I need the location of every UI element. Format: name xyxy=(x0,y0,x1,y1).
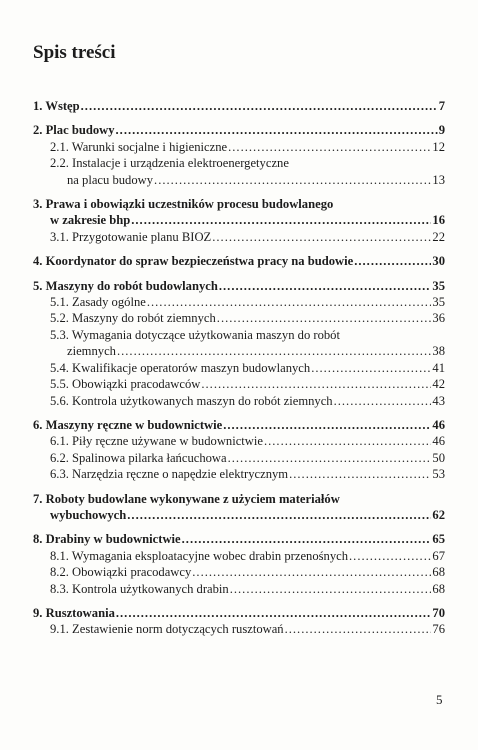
dot-leader xyxy=(219,278,432,294)
toc-subentry[interactable] xyxy=(33,433,445,449)
subentry-title: ziemnych xyxy=(67,344,116,359)
chapter-title: 7. Roboty budowlane wykonywane z użyciem materiałów xyxy=(33,491,340,506)
dot-leader xyxy=(116,122,438,138)
subentry-title: 5.1. Zasady ogólne xyxy=(50,295,146,310)
page-ref: 35 xyxy=(432,295,445,310)
subentry-title: 5.4. Kwalifikacje operatorów maszyn budowlanych xyxy=(50,360,311,375)
dot-leader xyxy=(131,212,431,228)
chapter-title: 4. Koordynator do spraw bezpieczeństwa pracy na budowie xyxy=(33,254,354,269)
dot-leader xyxy=(230,581,432,597)
subentry-title: 8.2. Obowiązki pracodawcy xyxy=(50,565,192,580)
chapter-title: 1. Wstęp xyxy=(33,99,80,113)
subentry-title: 3.1. Przygotowanie planu BIOZ xyxy=(50,229,212,244)
toc-chapter-entry[interactable] xyxy=(33,417,445,433)
subentry-title: 5.6. Kontrola użytkowanych maszyn do robót ziemnych xyxy=(50,393,333,408)
toc-chapter-entry[interactable] xyxy=(33,98,445,114)
dot-leader xyxy=(349,548,431,564)
dot-leader xyxy=(264,433,431,449)
page-ref: 42 xyxy=(432,377,445,392)
toc-chapter-entry[interactable] xyxy=(33,196,445,212)
subentry-title: 8.1. Wymagania eksploatacyjne wobec drabin przenośnych xyxy=(50,548,349,563)
subentry-title: 9.1. Zestawienie norm dotyczących rusztowań xyxy=(50,622,284,637)
page-ref: 41 xyxy=(432,360,445,375)
toc-chapter-entry[interactable] xyxy=(33,531,445,547)
dot-leader xyxy=(217,310,432,326)
toc-subentry[interactable] xyxy=(33,466,445,482)
page-ref: 7 xyxy=(438,99,445,113)
chapter-title: 6. Maszyny ręczne w budownictwie xyxy=(33,417,223,432)
page-ref: 12 xyxy=(432,139,445,154)
toc-subentry[interactable] xyxy=(33,294,445,310)
dot-leader xyxy=(127,507,431,523)
dot-leader xyxy=(81,98,438,114)
toc-chapter xyxy=(33,605,445,638)
page-ref: 38 xyxy=(432,344,445,359)
dot-leader xyxy=(285,621,432,637)
page-ref: 36 xyxy=(432,311,445,326)
toc-subentry[interactable] xyxy=(33,376,445,392)
toc-subentry[interactable] xyxy=(33,229,445,245)
toc-chapter xyxy=(33,531,445,597)
page-ref: 53 xyxy=(432,467,445,482)
toc-chapter xyxy=(33,491,445,524)
subentry-title: 6.3. Narzędzia ręczne o napędzie elektrycznym xyxy=(50,467,289,482)
dot-leader xyxy=(116,605,432,621)
dot-leader xyxy=(182,531,432,547)
page-ref: 13 xyxy=(432,172,445,187)
toc-subentry[interactable] xyxy=(33,450,445,466)
chapter-title: wybuchowych xyxy=(50,507,127,522)
dot-leader xyxy=(192,564,431,580)
toc-chapter xyxy=(33,253,445,269)
toc-subentry[interactable] xyxy=(33,172,445,188)
page-number: 5 xyxy=(436,692,443,707)
toc-chapter-entry[interactable] xyxy=(33,122,445,138)
dot-leader xyxy=(228,450,432,466)
toc-subentry[interactable] xyxy=(33,343,445,359)
chapter-title: 2. Plac budowy xyxy=(33,123,115,138)
subentry-title: 2.1. Warunki socjalne i higieniczne xyxy=(50,139,228,154)
subentry-title: 5.5. Obowiązki pracodawców xyxy=(50,377,201,392)
toc-chapter xyxy=(33,122,445,188)
page-ref: 70 xyxy=(432,605,445,620)
page-ref: 46 xyxy=(432,417,445,432)
page-ref: 76 xyxy=(432,622,445,637)
subentry-title: 8.3. Kontrola użytkowanych drabin xyxy=(50,581,229,596)
toc-chapter-entry[interactable] xyxy=(33,605,445,621)
toc-subentry[interactable] xyxy=(33,327,445,343)
page-ref: 9 xyxy=(438,123,445,138)
toc-subentry[interactable] xyxy=(33,393,445,409)
toc-subentry[interactable] xyxy=(33,310,445,326)
toc-subentry[interactable] xyxy=(33,621,445,637)
chapter-title: 5. Maszyny do robót budowlanych xyxy=(33,278,218,293)
toc-chapter xyxy=(33,196,445,245)
page-ref: 43 xyxy=(432,393,445,408)
toc-chapter-entry[interactable] xyxy=(33,278,445,294)
subentry-title: 6.1. Piły ręczne używane w budownictwie xyxy=(50,434,263,449)
page-ref: 67 xyxy=(432,548,445,563)
dot-leader xyxy=(311,360,431,376)
subentry-title: 5.2. Maszyny do robót ziemnych xyxy=(50,311,216,326)
dot-leader xyxy=(223,417,431,433)
page-ref: 50 xyxy=(432,450,445,465)
toc-chapter xyxy=(33,98,445,114)
chapter-title: 8. Drabiny w budownictwie xyxy=(33,532,181,547)
toc-subentry[interactable] xyxy=(33,564,445,580)
page-ref: 62 xyxy=(432,507,445,522)
dot-leader xyxy=(147,294,432,310)
toc-subentry[interactable] xyxy=(33,548,445,564)
toc-chapter-entry[interactable] xyxy=(33,253,445,269)
toc-chapter xyxy=(33,278,445,409)
page-ref: 68 xyxy=(432,581,445,596)
toc-chapter-entry[interactable] xyxy=(33,491,445,507)
chapter-title: 3. Prawa i obowiązki uczestników procesu budowlanego xyxy=(33,197,334,212)
dot-leader xyxy=(228,139,431,155)
page-ref: 30 xyxy=(432,254,445,269)
toc-chapter-entry[interactable] xyxy=(33,507,445,523)
subentry-title: 6.2. Spalinowa pilarka łańcuchowa xyxy=(50,450,227,465)
toc-subentry[interactable] xyxy=(33,581,445,597)
chapter-title: 9. Rusztowania xyxy=(33,605,115,620)
page-ref: 46 xyxy=(432,434,445,449)
dot-leader xyxy=(334,393,432,409)
page-ref: 16 xyxy=(432,213,445,228)
toc-subentry[interactable] xyxy=(33,155,445,171)
toc-chapter xyxy=(33,417,445,483)
dot-leader xyxy=(154,172,431,188)
toc-chapter-entry[interactable] xyxy=(33,212,445,228)
dot-leader xyxy=(289,466,431,482)
subentry-title: na placu budowy xyxy=(67,172,154,187)
subentry-title: 5.3. Wymagania dotyczące użytkowania maszyn do robót xyxy=(50,327,340,342)
page-ref: 68 xyxy=(432,565,445,580)
toc-subentry[interactable] xyxy=(33,139,445,155)
dot-leader xyxy=(354,253,431,269)
page-ref: 65 xyxy=(432,532,445,547)
page-ref: 22 xyxy=(432,229,445,244)
toc-subentry[interactable] xyxy=(33,360,445,376)
dot-leader xyxy=(212,229,431,245)
dot-leader xyxy=(117,343,431,359)
table-of-contents xyxy=(33,98,445,646)
page-title: Spis treści xyxy=(33,42,116,63)
subentry-title: 2.2. Instalacje i urządzenia elektroenergetyczne xyxy=(50,156,289,171)
page-ref: 35 xyxy=(432,278,445,293)
chapter-title: w zakresie bhp xyxy=(50,213,131,228)
dot-leader xyxy=(201,376,431,392)
